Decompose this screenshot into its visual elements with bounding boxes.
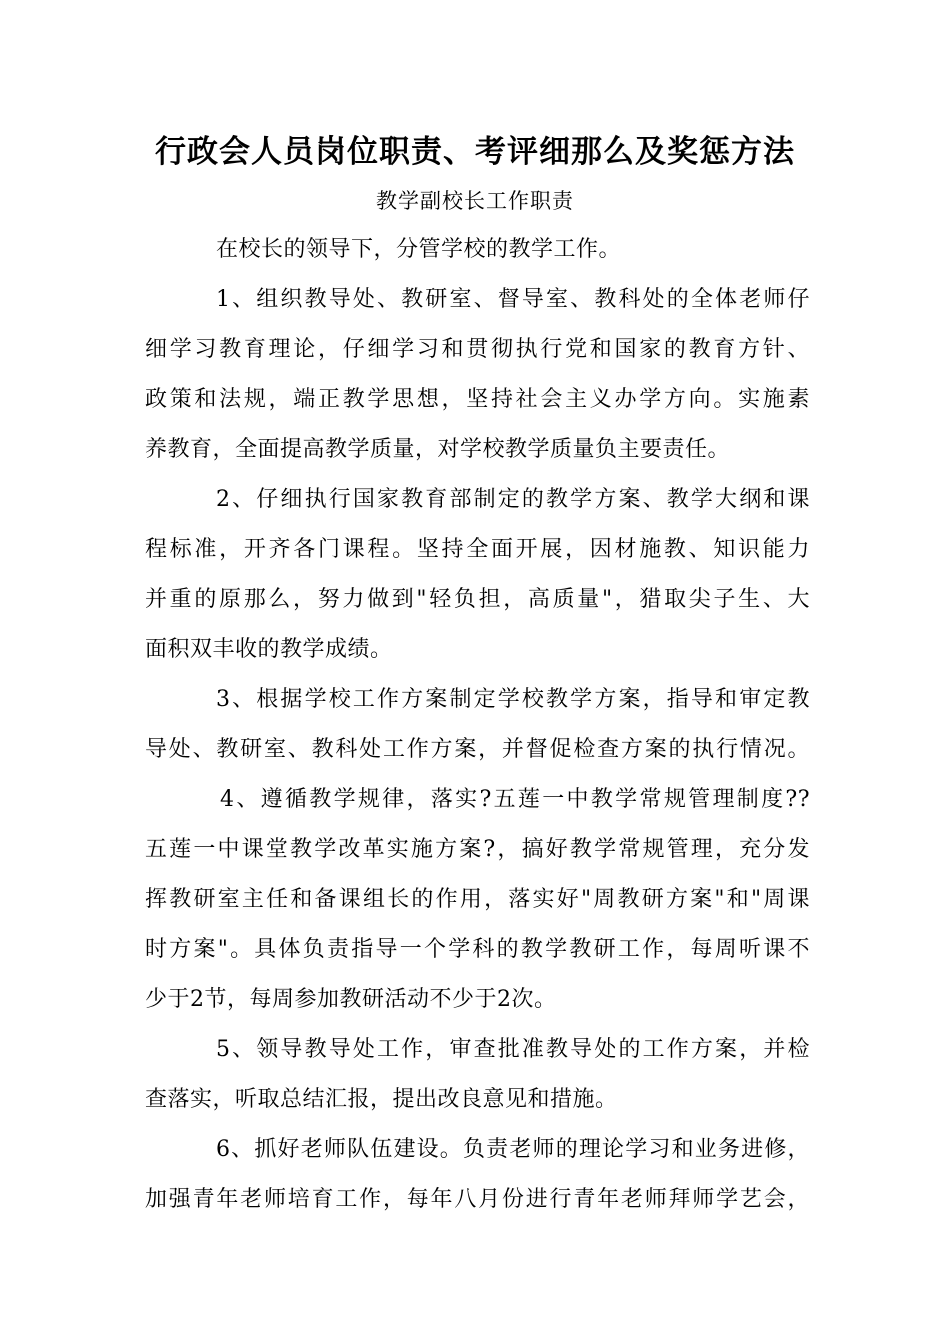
paragraph-2-line-3: 并重的原那么，努力做到"轻负担，高质量"，猎取尖子生、大 <box>145 587 810 612</box>
paragraph-6-line-1: 6、抓好老师队伍建设。负责老师的理论学习和业务进修， <box>216 1137 810 1162</box>
paragraph-6-line-2: 加强青年老师培育工作，每年八月份进行青年老师拜师学艺会， <box>145 1187 810 1212</box>
paragraph-4-line-5: 少于2节，每周参加教研活动不少于2次。 <box>145 987 557 1012</box>
paragraph-3-line-2: 导处、教研室、教科处工作方案，并督促检查方案的执行情况。 <box>145 737 810 762</box>
paragraph-4-line-2: 五莲一中课堂教学改革实施方案?，搞好教学常规管理，充分发 <box>145 837 810 862</box>
paragraph-2-line-2: 程标准，开齐各门课程。坚持全面开展，因材施教、知识能力 <box>145 537 810 562</box>
section-heading: 教学副校长工作职责 <box>376 189 574 213</box>
paragraph-1-line-2: 细学习教育理论，仔细学习和贯彻执行党和国家的教育方针、 <box>145 337 810 362</box>
paragraph-4-line-3: 挥教研室主任和备课组长的作用，落实好"周教研方案"和"周课 <box>145 887 810 912</box>
paragraph-intro: 在校长的领导下，分管学校的教学工作。 <box>216 237 622 262</box>
paragraph-2-line-1: 2、仔细执行国家教育部制定的教学方案、教学大纲和课 <box>216 487 810 512</box>
paragraph-1-line-1: 1、组织教导处、教研室、督导室、教科处的全体老师仔 <box>216 287 810 312</box>
paragraph-1-line-3: 政策和法规，端正教学思想，坚持社会主义办学方向。实施素 <box>145 387 810 412</box>
paragraph-5-line-1: 5、领导教导处工作，审查批准教导处的工作方案，并检 <box>216 1037 810 1062</box>
paragraph-4-line-4: 时方案"。具体负责指导一个学科的教学教研工作，每周听课不 <box>145 937 810 962</box>
paragraph-4-line-1: 4、遵循教学规律，落实?五莲一中教学常规管理制度?? <box>220 787 810 812</box>
document-title: 行政会人员岗位职责、考评细那么及奖惩方法 <box>155 134 795 170</box>
paragraph-5-line-2: 查落实，听取总结汇报，提出改良意见和措施。 <box>145 1087 618 1112</box>
paragraph-3-line-1: 3、根据学校工作方案制定学校教学方案，指导和审定教 <box>216 687 810 712</box>
paragraph-2-line-4: 面积双丰收的教学成绩。 <box>145 637 393 662</box>
paragraph-1-line-4: 养教育，全面提高教学质量，对学校教学质量负主要责任。 <box>145 437 731 462</box>
